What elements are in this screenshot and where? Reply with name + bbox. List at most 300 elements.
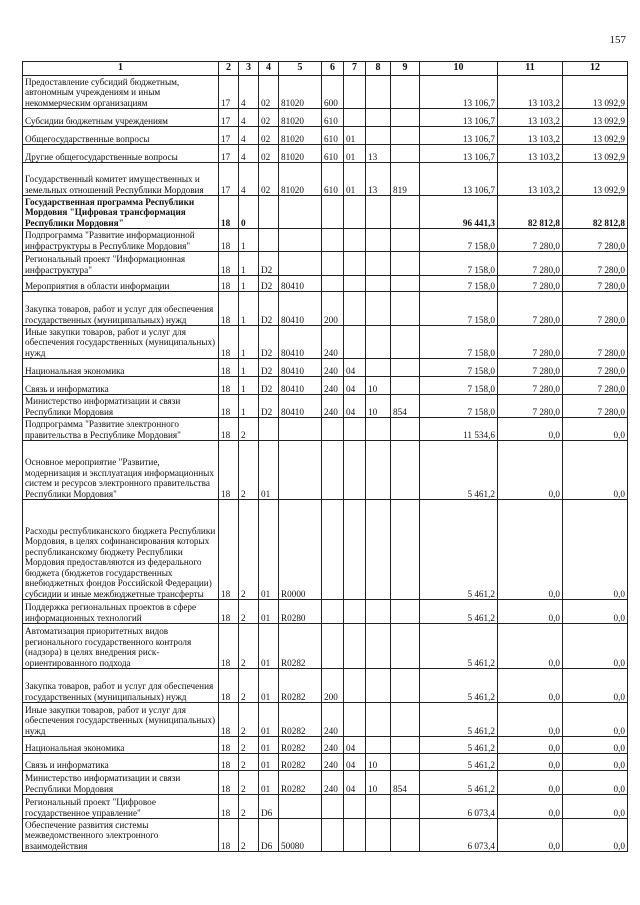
amount-col-10: 11 534,6 — [420, 418, 498, 441]
amount-col-10: 6 073,4 — [420, 795, 498, 819]
col-5-cell: 81020 — [279, 127, 322, 145]
amount-col-12: 82 812,8 — [563, 196, 628, 229]
col-2-cell: 18 — [219, 276, 239, 292]
col-8-cell — [366, 76, 391, 109]
col-3-cell: 1 — [239, 252, 259, 276]
col-5-cell: 80410 — [279, 326, 322, 359]
col-3-cell: 2 — [239, 795, 259, 819]
row-name: Основное мероприятие "Развитие, модернизация и эксплуатация информационных систем и ресурсов электронного правительства Республики Мордовия" — [23, 441, 219, 500]
table-row — [23, 292, 628, 326]
col-8-cell — [366, 669, 391, 703]
col-9-cell: 854 — [391, 395, 420, 418]
row-name: Расходы республиканского бюджета Республики Мордовия, в целях софинансирования которых республиканскому бюджету Республики Мордовия предоставляются из федерального бюджета (бюджетов государственных внебюджетных фондов Российской Федерации) субсидии и иные межбюджетные трансферты — [23, 500, 219, 600]
col-6-cell: 600 — [322, 76, 344, 109]
col-9-cell — [391, 127, 420, 145]
amount-col-12: 0,0 — [563, 737, 628, 754]
col-2-cell: 17 — [219, 127, 239, 145]
col-7-cell — [344, 326, 366, 359]
amount-col-11: 7 280,0 — [498, 292, 563, 326]
table-row — [23, 395, 628, 418]
col-4-cell: D6 — [259, 795, 279, 819]
column-header: 8 — [366, 62, 391, 76]
amount-col-11: 7 280,0 — [498, 229, 563, 252]
col-5-cell: 80410 — [279, 359, 322, 377]
col-4-cell: 01 — [259, 703, 279, 737]
row-name: Министерство информатизации и связи Республики Мордовия — [23, 771, 219, 795]
col-2-cell: 18 — [219, 359, 239, 377]
col-2-cell: 18 — [219, 441, 239, 500]
col-6-cell — [322, 276, 344, 292]
col-9-cell — [391, 252, 420, 276]
table-row — [23, 145, 628, 163]
col-3-cell: 1 — [239, 377, 259, 395]
col-4-cell: D2 — [259, 395, 279, 418]
col-6-cell: 240 — [322, 703, 344, 737]
col-7-cell — [344, 292, 366, 326]
col-5-cell: 80410 — [279, 395, 322, 418]
table-row — [23, 196, 628, 229]
col-4-cell: 02 — [259, 109, 279, 127]
amount-col-12: 0,0 — [563, 771, 628, 795]
col-9-cell — [391, 276, 420, 292]
column-header: 5 — [279, 62, 322, 76]
col-5-cell: 50080 — [279, 819, 322, 852]
amount-col-12: 7 280,0 — [563, 276, 628, 292]
column-header: 12 — [563, 62, 628, 76]
col-8-cell — [366, 624, 391, 669]
col-3-cell: 1 — [239, 229, 259, 252]
col-4-cell: 02 — [259, 145, 279, 163]
col-7-cell — [344, 196, 366, 229]
row-name: Общегосударственные вопросы — [23, 127, 219, 145]
col-6-cell — [322, 600, 344, 624]
table-row — [23, 441, 628, 500]
amount-col-12: 13 092,9 — [563, 109, 628, 127]
col-9-cell — [391, 418, 420, 441]
col-3-cell: 2 — [239, 703, 259, 737]
table-body — [23, 76, 628, 852]
col-2-cell: 18 — [219, 754, 239, 771]
col-8-cell — [366, 418, 391, 441]
col-4-cell: 02 — [259, 127, 279, 145]
col-9-cell — [391, 292, 420, 326]
col-7-cell — [344, 819, 366, 852]
col-7-cell: 01 — [344, 163, 366, 196]
amount-col-10: 5 461,2 — [420, 624, 498, 669]
amount-col-12: 7 280,0 — [563, 292, 628, 326]
col-6-cell: 200 — [322, 669, 344, 703]
row-name: Мероприятия в области информации — [23, 276, 219, 292]
col-3-cell: 2 — [239, 600, 259, 624]
amount-col-12: 0,0 — [563, 754, 628, 771]
amount-col-10: 5 461,2 — [420, 754, 498, 771]
col-9-cell: 854 — [391, 771, 420, 795]
col-4-cell: 01 — [259, 500, 279, 600]
page-number: 157 — [609, 34, 626, 46]
col-6-cell: 240 — [322, 359, 344, 377]
col-4-cell: D2 — [259, 252, 279, 276]
amount-col-11: 0,0 — [498, 819, 563, 852]
column-header: 7 — [344, 62, 366, 76]
amount-col-12: 7 280,0 — [563, 395, 628, 418]
col-4-cell: D2 — [259, 326, 279, 359]
col-3-cell: 2 — [239, 754, 259, 771]
col-5-cell: R0282 — [279, 737, 322, 754]
col-2-cell: 18 — [219, 326, 239, 359]
amount-col-12: 0,0 — [563, 500, 628, 600]
amount-col-11: 0,0 — [498, 795, 563, 819]
row-name: Обеспечение развития системы межведомственного электронного взаимодействия — [23, 819, 219, 852]
amount-col-10: 13 106,7 — [420, 109, 498, 127]
col-5-cell: 81020 — [279, 76, 322, 109]
col-8-cell — [366, 819, 391, 852]
col-7-cell — [344, 418, 366, 441]
column-header: 6 — [322, 62, 344, 76]
amount-col-12: 7 280,0 — [563, 326, 628, 359]
col-5-cell: 80410 — [279, 276, 322, 292]
amount-col-11: 0,0 — [498, 441, 563, 500]
col-3-cell: 4 — [239, 76, 259, 109]
col-5-cell — [279, 252, 322, 276]
amount-col-12: 7 280,0 — [563, 252, 628, 276]
amount-col-11: 0,0 — [498, 703, 563, 737]
column-header: 10 — [420, 62, 498, 76]
col-3-cell: 2 — [239, 771, 259, 795]
col-8-cell — [366, 276, 391, 292]
col-4-cell: D6 — [259, 819, 279, 852]
amount-col-12: 7 280,0 — [563, 229, 628, 252]
col-7-cell — [344, 624, 366, 669]
table-row — [23, 252, 628, 276]
col-4-cell — [259, 229, 279, 252]
amount-col-10: 5 461,2 — [420, 600, 498, 624]
amount-col-10: 7 158,0 — [420, 292, 498, 326]
amount-col-11: 7 280,0 — [498, 252, 563, 276]
col-5-cell: R0282 — [279, 624, 322, 669]
col-2-cell: 18 — [219, 600, 239, 624]
col-6-cell — [322, 196, 344, 229]
col-7-cell: 01 — [344, 127, 366, 145]
table-row — [23, 819, 628, 852]
col-9-cell — [391, 624, 420, 669]
col-8-cell: 10 — [366, 377, 391, 395]
row-name: Связь и информатика — [23, 754, 219, 771]
col-9-cell — [391, 441, 420, 500]
col-8-cell — [366, 703, 391, 737]
col-5-cell: R0280 — [279, 600, 322, 624]
col-7-cell — [344, 76, 366, 109]
amount-col-10: 5 461,2 — [420, 703, 498, 737]
col-2-cell: 18 — [219, 669, 239, 703]
col-2-cell: 18 — [219, 395, 239, 418]
col-8-cell: 10 — [366, 771, 391, 795]
amount-col-12: 7 280,0 — [563, 377, 628, 395]
amount-col-10: 5 461,2 — [420, 669, 498, 703]
table-row — [23, 377, 628, 395]
col-5-cell — [279, 418, 322, 441]
table-row — [23, 703, 628, 737]
row-name: Закупка товаров, работ и услуг для обеспечения государственных (муниципальных) нужд — [23, 669, 219, 703]
col-2-cell: 18 — [219, 795, 239, 819]
amount-col-12: 7 280,0 — [563, 359, 628, 377]
col-3-cell: 2 — [239, 669, 259, 703]
col-7-cell — [344, 500, 366, 600]
col-5-cell — [279, 196, 322, 229]
col-7-cell: 04 — [344, 377, 366, 395]
col-8-cell — [366, 441, 391, 500]
col-5-cell: 80410 — [279, 377, 322, 395]
amount-col-11: 0,0 — [498, 418, 563, 441]
table-row — [23, 737, 628, 754]
col-2-cell: 18 — [219, 703, 239, 737]
amount-col-11: 82 812,8 — [498, 196, 563, 229]
col-6-cell: 610 — [322, 109, 344, 127]
col-6-cell — [322, 229, 344, 252]
amount-col-10: 7 158,0 — [420, 276, 498, 292]
col-3-cell: 2 — [239, 819, 259, 852]
row-name: Государственный комитет имущественных и земельных отношений Республики Мордовия — [23, 163, 219, 196]
col-9-cell — [391, 669, 420, 703]
col-2-cell: 17 — [219, 145, 239, 163]
col-8-cell — [366, 737, 391, 754]
table-row — [23, 795, 628, 819]
row-name: Закупка товаров, работ и услуг для обеспечения государственных (муниципальных) нужд — [23, 292, 219, 326]
col-6-cell: 610 — [322, 163, 344, 196]
col-9-cell — [391, 500, 420, 600]
col-5-cell — [279, 441, 322, 500]
col-8-cell — [366, 292, 391, 326]
col-2-cell: 17 — [219, 109, 239, 127]
col-6-cell — [322, 418, 344, 441]
col-3-cell: 4 — [239, 163, 259, 196]
col-3-cell: 2 — [239, 737, 259, 754]
row-name: Связь и информатика — [23, 377, 219, 395]
amount-col-10: 7 158,0 — [420, 252, 498, 276]
col-8-cell — [366, 500, 391, 600]
col-4-cell: 01 — [259, 771, 279, 795]
col-3-cell: 2 — [239, 500, 259, 600]
amount-col-10: 5 461,2 — [420, 441, 498, 500]
amount-col-10: 5 461,2 — [420, 500, 498, 600]
col-5-cell: R0282 — [279, 703, 322, 737]
amount-col-10: 7 158,0 — [420, 395, 498, 418]
col-6-cell — [322, 819, 344, 852]
table-row — [23, 359, 628, 377]
col-9-cell — [391, 703, 420, 737]
col-7-cell — [344, 669, 366, 703]
col-7-cell: 04 — [344, 771, 366, 795]
col-6-cell — [322, 500, 344, 600]
col-6-cell — [322, 441, 344, 500]
col-2-cell: 18 — [219, 500, 239, 600]
col-3-cell: 4 — [239, 109, 259, 127]
row-name: Национальная экономика — [23, 359, 219, 377]
col-9-cell — [391, 109, 420, 127]
amount-col-11: 0,0 — [498, 754, 563, 771]
col-4-cell: 01 — [259, 754, 279, 771]
col-7-cell: 04 — [344, 754, 366, 771]
col-5-cell: 80410 — [279, 292, 322, 326]
row-name: Предоставление субсидий бюджетным, автономным учреждениям и иным некоммерческим организациям — [23, 76, 219, 109]
amount-col-10: 13 106,7 — [420, 163, 498, 196]
amount-col-11: 13 103,2 — [498, 163, 563, 196]
amount-col-12: 0,0 — [563, 795, 628, 819]
table-row — [23, 276, 628, 292]
col-4-cell: 01 — [259, 669, 279, 703]
amount-col-12: 13 092,9 — [563, 76, 628, 109]
col-9-cell — [391, 737, 420, 754]
col-7-cell: 04 — [344, 359, 366, 377]
col-9-cell — [391, 196, 420, 229]
amount-col-12: 13 092,9 — [563, 145, 628, 163]
table-row — [23, 163, 628, 196]
amount-col-10: 13 106,7 — [420, 127, 498, 145]
col-7-cell — [344, 109, 366, 127]
table-row — [23, 500, 628, 600]
table-row — [23, 600, 628, 624]
col-3-cell: 1 — [239, 359, 259, 377]
col-8-cell — [366, 127, 391, 145]
col-4-cell: 02 — [259, 76, 279, 109]
amount-col-12: 13 092,9 — [563, 163, 628, 196]
table-row — [23, 229, 628, 252]
col-6-cell — [322, 624, 344, 669]
col-9-cell — [391, 819, 420, 852]
amount-col-10: 13 106,7 — [420, 145, 498, 163]
col-9-cell — [391, 377, 420, 395]
column-header: 11 — [498, 62, 563, 76]
col-5-cell: 81020 — [279, 145, 322, 163]
col-3-cell: 2 — [239, 418, 259, 441]
col-9-cell — [391, 795, 420, 819]
col-4-cell: 01 — [259, 624, 279, 669]
amount-col-10: 5 461,2 — [420, 771, 498, 795]
col-4-cell: D2 — [259, 292, 279, 326]
col-9-cell — [391, 326, 420, 359]
amount-col-10: 96 441,3 — [420, 196, 498, 229]
col-8-cell — [366, 109, 391, 127]
amount-col-12: 0,0 — [563, 669, 628, 703]
col-2-cell: 18 — [219, 819, 239, 852]
col-9-cell — [391, 145, 420, 163]
amount-col-10: 6 073,4 — [420, 819, 498, 852]
col-2-cell: 18 — [219, 771, 239, 795]
col-5-cell: R0282 — [279, 669, 322, 703]
col-3-cell: 2 — [239, 441, 259, 500]
amount-col-11: 7 280,0 — [498, 359, 563, 377]
row-name: Автоматизация приоритетных видов регионального государственного контроля (надзора) в целях внедрения риск-ориентированного подхода — [23, 624, 219, 669]
col-9-cell — [391, 600, 420, 624]
amount-col-11: 7 280,0 — [498, 276, 563, 292]
row-name: Министерство информатизации и связи Республики Мордовия — [23, 395, 219, 418]
row-name: Иные закупки товаров, работ и услуг для обеспечения государственных (муниципальных) нужд — [23, 326, 219, 359]
col-2-cell: 18 — [219, 252, 239, 276]
col-4-cell: D2 — [259, 377, 279, 395]
col-3-cell: 1 — [239, 292, 259, 326]
amount-col-11: 0,0 — [498, 624, 563, 669]
col-7-cell — [344, 276, 366, 292]
col-5-cell — [279, 795, 322, 819]
amount-col-11: 0,0 — [498, 500, 563, 600]
col-5-cell: R0282 — [279, 771, 322, 795]
col-5-cell — [279, 229, 322, 252]
col-2-cell: 18 — [219, 377, 239, 395]
col-5-cell: 81020 — [279, 109, 322, 127]
col-9-cell — [391, 76, 420, 109]
col-9-cell — [391, 359, 420, 377]
amount-col-10: 7 158,0 — [420, 377, 498, 395]
row-name: Поддержка региональных проектов в сфере информационных технологий — [23, 600, 219, 624]
col-9-cell — [391, 754, 420, 771]
col-2-cell: 17 — [219, 163, 239, 196]
amount-col-12: 0,0 — [563, 819, 628, 852]
col-4-cell: 01 — [259, 737, 279, 754]
col-2-cell: 18 — [219, 229, 239, 252]
table-row — [23, 624, 628, 669]
column-header: 2 — [219, 62, 239, 76]
col-6-cell — [322, 252, 344, 276]
amount-col-10: 13 106,7 — [420, 76, 498, 109]
row-name: Региональный проект "Цифровое государственное управление" — [23, 795, 219, 819]
col-4-cell: D2 — [259, 359, 279, 377]
amount-col-12: 0,0 — [563, 418, 628, 441]
col-2-cell: 18 — [219, 624, 239, 669]
col-6-cell: 240 — [322, 377, 344, 395]
table-row — [23, 418, 628, 441]
col-2-cell: 18 — [219, 196, 239, 229]
col-7-cell — [344, 795, 366, 819]
col-4-cell: 01 — [259, 441, 279, 500]
col-2-cell: 18 — [219, 737, 239, 754]
col-8-cell: 13 — [366, 145, 391, 163]
col-6-cell: 610 — [322, 145, 344, 163]
table-row — [23, 127, 628, 145]
row-name: Подпрограмма "Развитие информационной инфраструктуры в Республике Мордовия" — [23, 229, 219, 252]
col-8-cell — [366, 252, 391, 276]
amount-col-11: 7 280,0 — [498, 377, 563, 395]
col-3-cell: 0 — [239, 196, 259, 229]
amount-col-12: 13 092,9 — [563, 127, 628, 145]
amount-col-11: 0,0 — [498, 600, 563, 624]
col-5-cell: R0000 — [279, 500, 322, 600]
col-3-cell: 1 — [239, 395, 259, 418]
amount-col-10: 5 461,2 — [420, 737, 498, 754]
col-3-cell: 4 — [239, 145, 259, 163]
row-name: Субсидии бюджетным учреждениям — [23, 109, 219, 127]
column-header: 3 — [239, 62, 259, 76]
col-7-cell — [344, 703, 366, 737]
col-3-cell: 4 — [239, 127, 259, 145]
col-7-cell: 04 — [344, 395, 366, 418]
table-row — [23, 771, 628, 795]
col-4-cell: 01 — [259, 600, 279, 624]
col-8-cell — [366, 196, 391, 229]
amount-col-11: 13 103,2 — [498, 109, 563, 127]
col-6-cell: 200 — [322, 292, 344, 326]
amount-col-12: 0,0 — [563, 703, 628, 737]
col-6-cell: 240 — [322, 326, 344, 359]
col-6-cell — [322, 795, 344, 819]
col-8-cell: 10 — [366, 754, 391, 771]
row-name: Национальная экономика — [23, 737, 219, 754]
amount-col-12: 0,0 — [563, 441, 628, 500]
col-8-cell: 13 — [366, 163, 391, 196]
col-7-cell — [344, 252, 366, 276]
col-6-cell: 240 — [322, 395, 344, 418]
col-7-cell: 04 — [344, 737, 366, 754]
col-4-cell — [259, 418, 279, 441]
row-name: Подпрограмма "Развитие электронного правительства в Республике Мордовия" — [23, 418, 219, 441]
